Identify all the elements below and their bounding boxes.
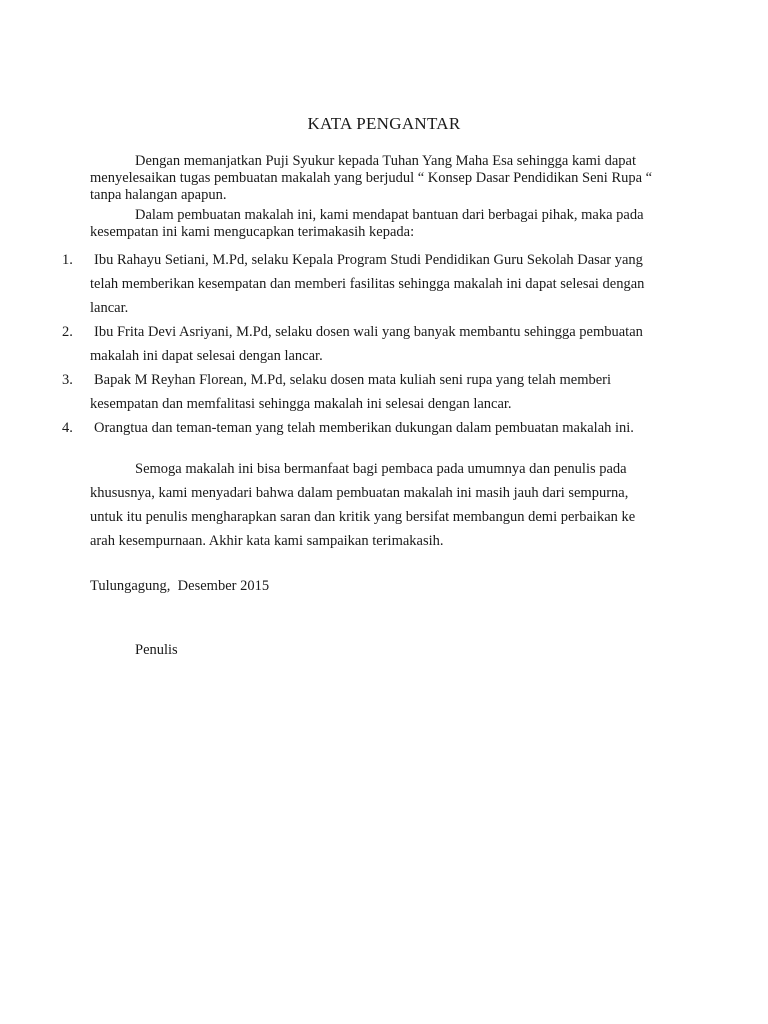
intro-paragraph-1 bbox=[90, 153, 652, 204]
paragraph-line: Dalam pembuatan makalah ini, kami mendapat bantuan dari berbagai pihak, maka pada bbox=[135, 207, 644, 223]
list-item bbox=[0, 320, 644, 368]
list-item bbox=[0, 416, 644, 440]
list-number: 4. bbox=[62, 420, 73, 436]
place-date: Tulungagung, Desember 2015 bbox=[90, 578, 270, 594]
paragraph-line: Dengan memanjatkan Puji Syukur kepada Tuhan Yang Maha Esa sehingga kami dapat bbox=[135, 153, 636, 169]
signer-label: Penulis bbox=[135, 642, 178, 658]
acknowledgement-list bbox=[0, 248, 644, 440]
list-item bbox=[0, 248, 644, 320]
paragraph-line: khususnya, kami menyadari bahwa dalam pembuatan makalah ini masih jauh dari sempurna, bbox=[90, 485, 629, 501]
paragraph-line: menyelesaikan tugas pembuatan makalah yang berjudul “ Konsep Dasar Pendidikan Seni Rupa “ bbox=[90, 170, 653, 186]
list-item-line: Ibu Rahayu Setiani, M.Pd, selaku Kepala Program Studi Pendidikan Guru Sekolah Dasar yang bbox=[94, 252, 643, 268]
paragraph-line: untuk itu penulis mengharapkan saran dan kritik yang bersifat membangun demi perbaikan ke bbox=[90, 509, 636, 525]
closing-paragraph bbox=[90, 457, 635, 553]
list-item-line: makalah ini dapat selesai dengan lancar. bbox=[90, 348, 323, 364]
paragraph-line: kesempatan ini kami mengucapkan terimakasih kepada: bbox=[90, 224, 415, 240]
intro-paragraph-2 bbox=[90, 207, 644, 241]
paragraph-line: Semoga makalah ini bisa bermanfaat bagi pembaca pada umumnya dan penulis pada bbox=[135, 461, 627, 477]
list-item-line: Orangtua dan teman-teman yang telah memberikan dukungan dalam pembuatan makalah ini. bbox=[94, 420, 634, 436]
list-item-line: telah memberikan kesempatan dan memberi fasilitas sehingga makalah ini dapat selesai dengan bbox=[90, 276, 645, 292]
list-item-line: lancar. bbox=[90, 300, 129, 316]
list-item bbox=[0, 368, 644, 416]
paragraph-line: arah kesempurnaan. Akhir kata kami sampaikan terimakasih. bbox=[90, 533, 444, 549]
list-item-line: Bapak M Reyhan Florean, M.Pd, selaku dosen mata kuliah seni rupa yang telah memberi bbox=[94, 372, 612, 388]
list-number: 1. bbox=[62, 252, 73, 268]
list-item-line: kesempatan dan memfalitasi sehingga makalah ini selesai dengan lancar. bbox=[90, 396, 512, 412]
page-title: KATA PENGANTAR bbox=[307, 114, 461, 133]
paragraph-line: tanpa halangan apapun. bbox=[90, 187, 227, 203]
list-item-line: Ibu Frita Devi Asriyani, M.Pd, selaku dosen wali yang banyak membantu sehingga pembuatan bbox=[94, 324, 643, 340]
list-number: 2. bbox=[62, 324, 73, 340]
list-number: 3. bbox=[62, 372, 73, 388]
